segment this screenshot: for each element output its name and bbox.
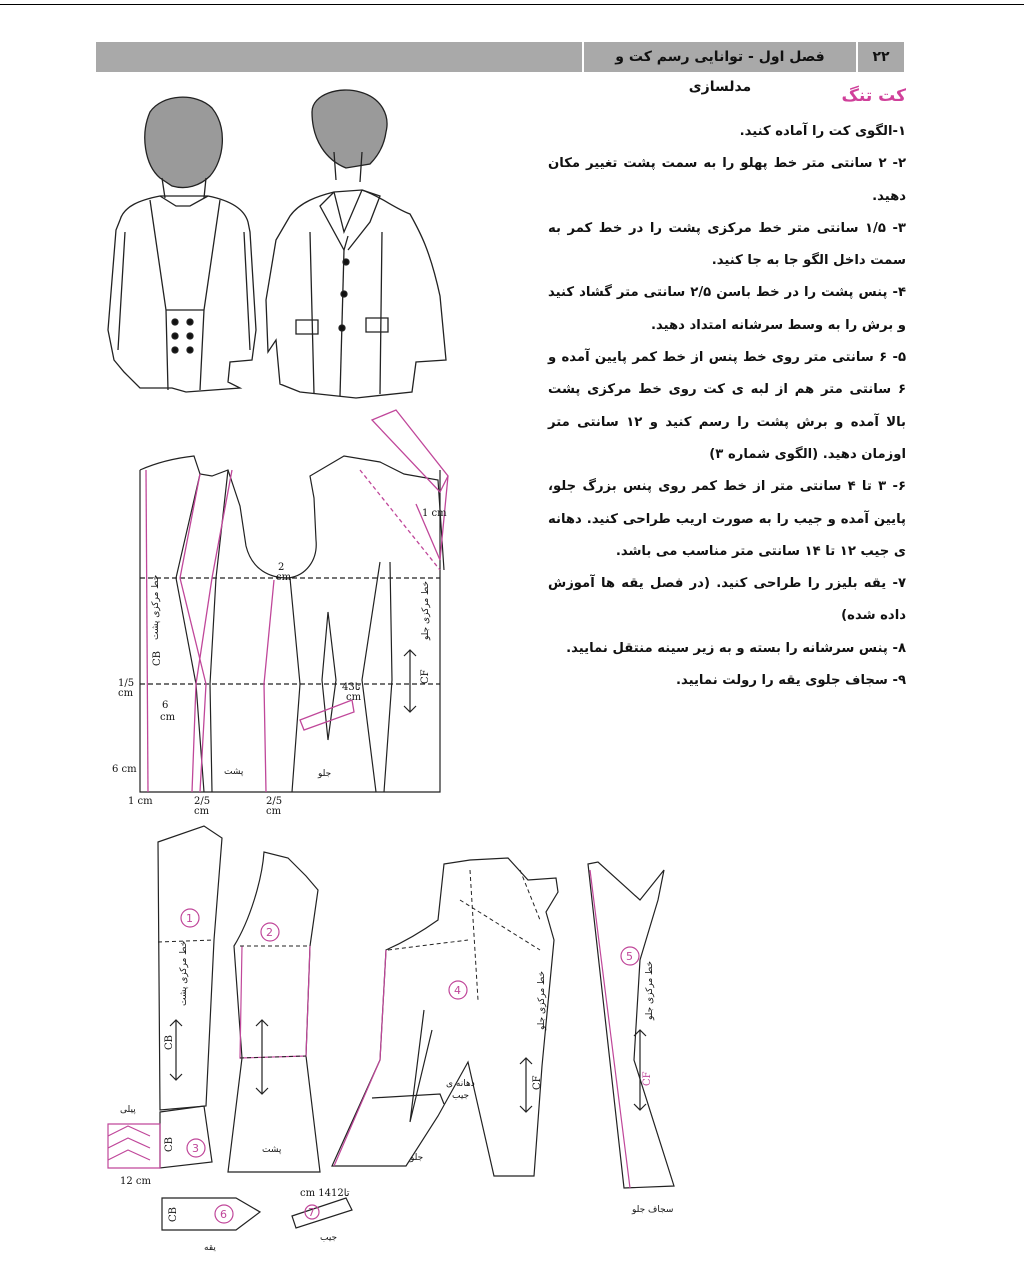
step-5: ۵- ۶ سانتی متر روی خط پنس از خط کمر پایین آمده و ۶ سانتی متر هم از لبه ی کت روی خط مرکزی پشت بالا آمده و برش پشت را رسم کنید و ۱۲ سانتی متر اوزمان دهید. (الگوی شماره ۳) — [548, 350, 907, 462]
piece-label: پیلی — [120, 1105, 136, 1115]
draft-label: 2/5 — [194, 796, 211, 807]
draft-label: خط مرکزی جلو — [421, 580, 431, 640]
draft-label: 6 — [162, 700, 169, 711]
draft-label: خط مرکزی پشت — [151, 574, 161, 640]
pattern-draft — [112, 410, 448, 817]
draft-label: cm — [266, 806, 282, 817]
piece-label-cf: CF — [642, 1071, 653, 1086]
draft-label: پشت — [224, 767, 244, 777]
step-6: ۶- ۳ تا ۴ سانتی متر از خط کمر روی پنس بزرگ جلو، پایین آمده و جیب را به صورت اریب طراحی کنید. دهانه ی جیب ۱۲ تا ۱۴ سانتی متر مناسب می باشد. — [548, 479, 906, 559]
draft-label: 6 cm — [112, 764, 137, 775]
draft-label: 2/5 — [266, 796, 283, 807]
step-3: ۳- ۱/۵ سانتی متر خط مرکزی پشت را در خط کمر به سمت داخل الگو جا به جا کنید. — [548, 220, 906, 269]
piece-number: 4 — [454, 984, 461, 997]
piece-label: یقه — [204, 1243, 216, 1253]
piece-label: 12 cm — [120, 1176, 151, 1187]
piece-label: دهانه ی — [446, 1079, 475, 1089]
piece-label-cb: CB — [164, 1035, 175, 1050]
piece-label: خط مرکزی پشت — [179, 940, 189, 1006]
piece-label: خط مرکزی جلو — [645, 960, 655, 1020]
draft-label: 4تا3 — [342, 682, 361, 693]
jacket-back-illustration — [108, 97, 256, 392]
draft-label: 1 cm — [128, 796, 153, 807]
step-2: ۲- ۲ سانتی متر خط پهلو را به سمت پشت تغییر مکان دهید. — [548, 156, 906, 204]
piece-label-cb: CB — [168, 1207, 179, 1222]
step-1: ۱-الگوی کت را آماده کنید. — [739, 124, 906, 139]
piece-label: پشت — [262, 1145, 282, 1155]
piece-label: خط مرکزی جلو — [537, 970, 547, 1030]
jacket-front-illustration — [266, 90, 446, 398]
piece-number: 5 — [626, 950, 633, 963]
piece-label-cf: CF — [532, 1075, 543, 1090]
piece-label: جیب — [320, 1233, 338, 1243]
step-4: ۴- پنس پشت را در خط باسن ۲/۵ سانتی متر گشاد کنید و برش را به وسط سرشانه امتداد دهید. — [548, 285, 906, 333]
piece-label: cm 14تا12 — [300, 1188, 350, 1199]
piece-number: 3 — [192, 1142, 199, 1155]
section-title: کت تنگ — [841, 86, 906, 106]
piece-label: جلو — [410, 1153, 424, 1163]
draft-label: 2 — [278, 562, 285, 573]
piece-number: 7 — [308, 1206, 315, 1219]
draft-label: cm — [118, 688, 134, 699]
pattern-pieces — [108, 826, 674, 1253]
draft-label: جلو — [318, 769, 332, 779]
draft-label-cb: CB — [152, 651, 163, 666]
draft-label: cm — [346, 692, 362, 703]
piece-number: 6 — [220, 1208, 227, 1221]
draft-label: cm — [194, 806, 210, 817]
draft-label: cm — [160, 712, 176, 723]
draft-label: 1 cm — [422, 508, 447, 519]
step-8: ۸- پنس سرشانه را بسته و به زیر سینه منتقل نمایید. — [566, 640, 906, 656]
piece-label: جیب — [452, 1091, 470, 1101]
draft-label-cf: CF — [420, 669, 431, 684]
chapter-title: فصل اول - توانایی رسم کت و مدلسازی — [615, 49, 825, 95]
piece-number: 1 — [186, 912, 193, 925]
step-7: ۷- یقه بلیزر را طراحی کنید. (در فصل یقه ها آموزش داده شده) — [548, 576, 906, 624]
page-number: ۲۲ — [872, 49, 890, 65]
piece-label-cb: CB — [164, 1137, 175, 1152]
piece-label: سجاف جلو — [632, 1205, 674, 1215]
draft-label: cm — [276, 572, 292, 583]
piece-number: 2 — [266, 926, 273, 939]
step-9: ۹- سجاف جلوی یقه را رولت نمایید. — [675, 673, 906, 689]
draft-label: 1/5 — [118, 678, 135, 689]
